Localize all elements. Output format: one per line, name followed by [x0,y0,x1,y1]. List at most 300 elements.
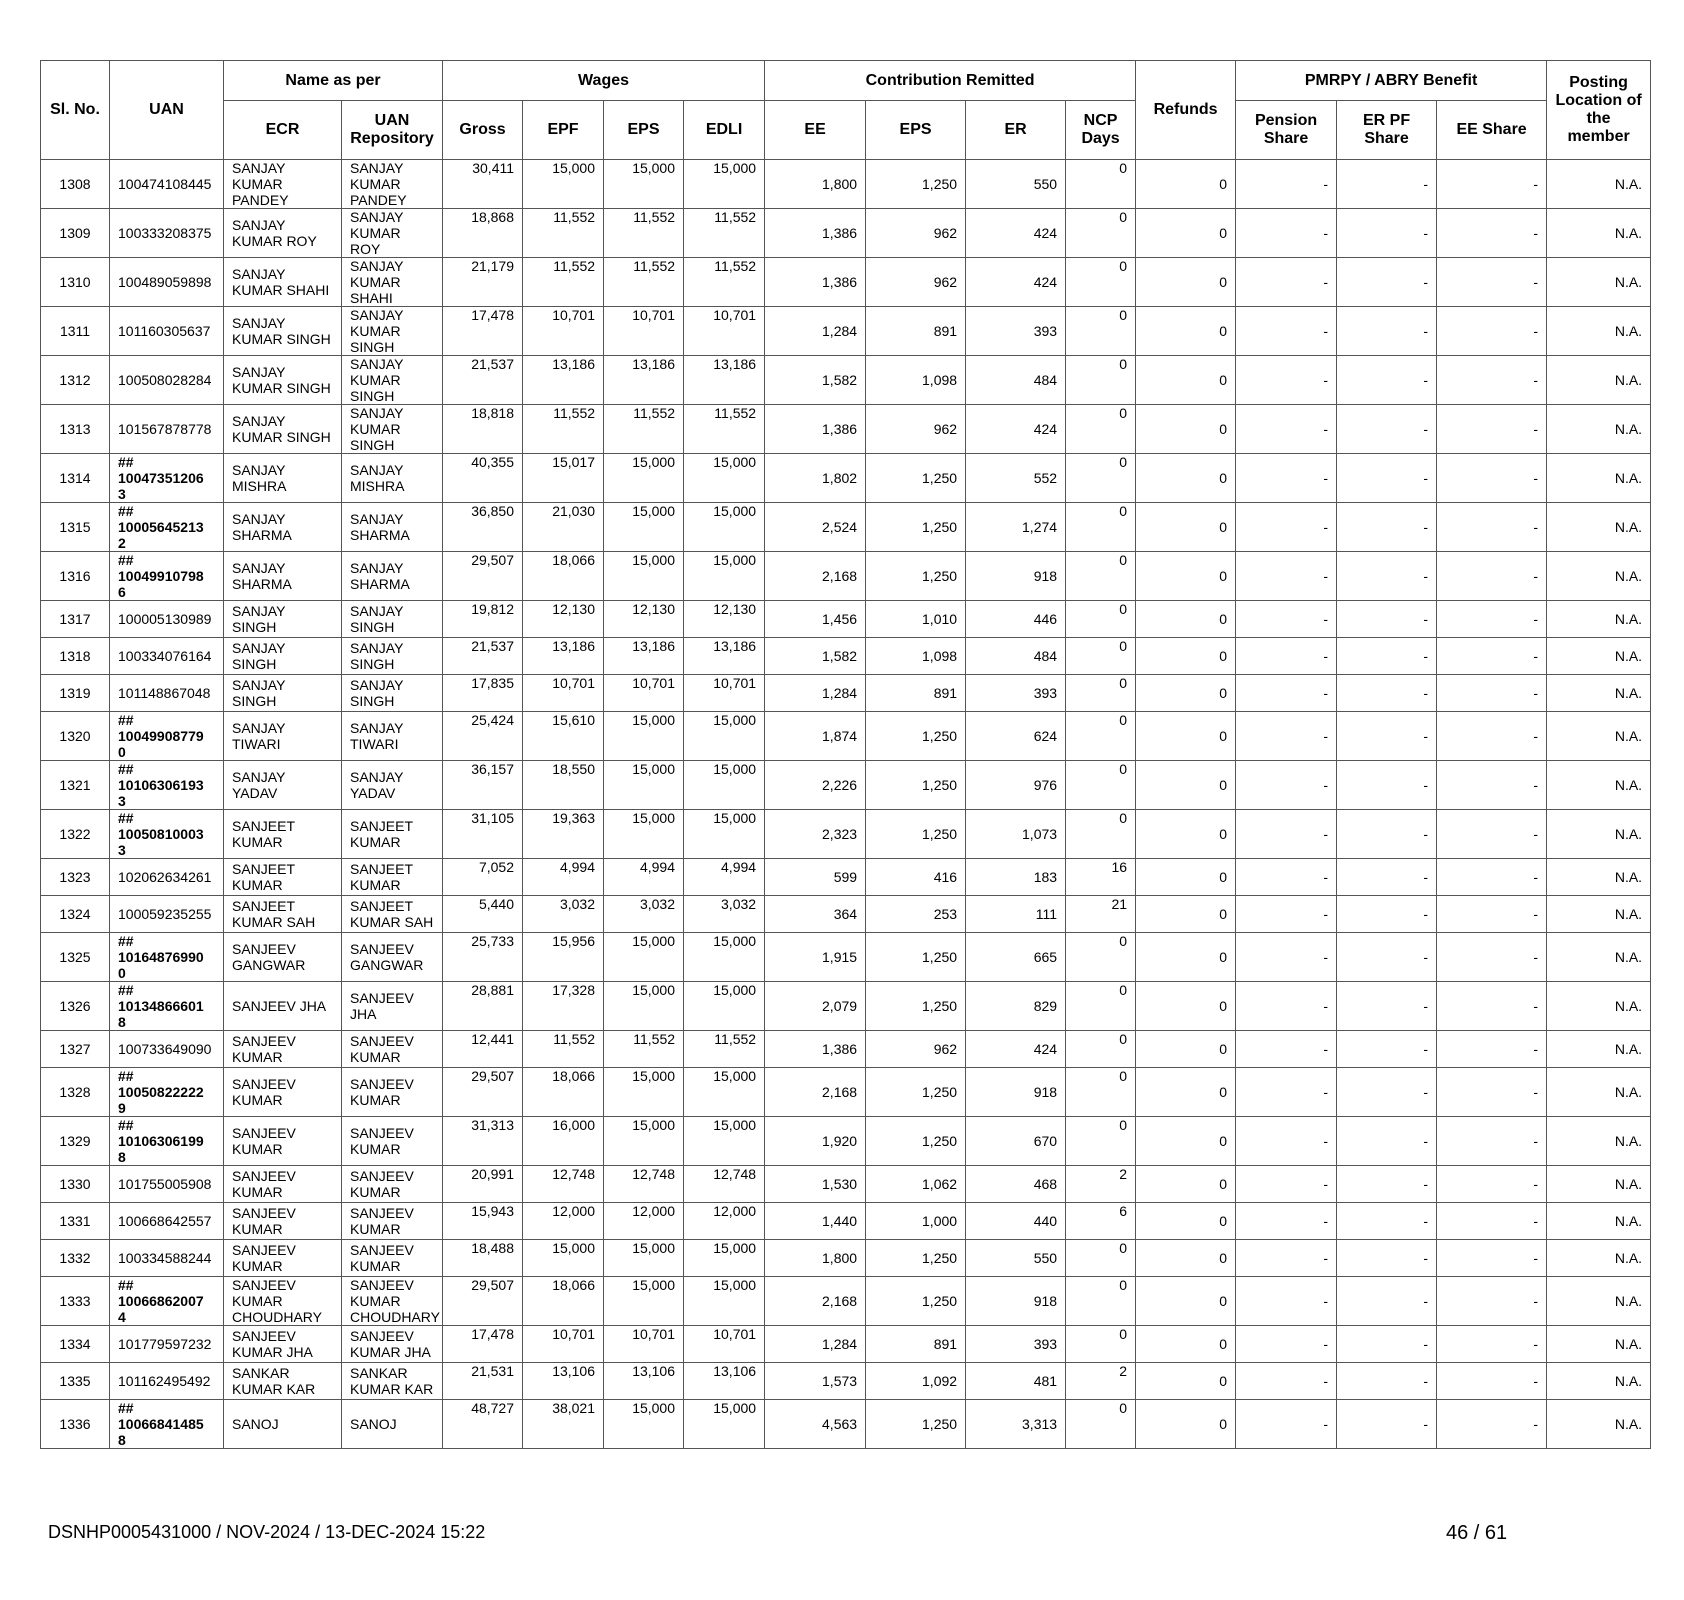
cell-uan: 100474108445 [110,160,224,209]
cell-ecr-name: SANJEEV KUMAR [224,1068,342,1117]
cell-contribution-eps: 1,250 [866,712,966,761]
cell-posting-location: N.A. [1547,209,1651,258]
cell-uan-repository-name: SANJAY SINGH [342,638,443,675]
cell-ee: 1,800 [765,160,866,209]
cell-posting-location: N.A. [1547,601,1651,638]
cell-ee-share: - [1437,503,1547,552]
cell-ee-share: - [1437,1166,1547,1203]
cell-posting-location: N.A. [1547,1277,1651,1326]
cell-uan: 100333208375 [110,209,224,258]
cell-eps: 12,748 [604,1166,684,1203]
cell-ee: 1,284 [765,1326,866,1363]
cell-ecr-name: SANJAY KUMAR PANDEY [224,160,342,209]
cell-epf: 17,328 [523,982,604,1031]
cell-contribution-eps: 1,250 [866,761,966,810]
cell-uan-repository-name: SANJAY KUMAR SINGH [342,356,443,405]
cell-ee: 1,530 [765,1166,866,1203]
cell-gross: 5,440 [443,896,523,933]
cell-sl-no: 1326 [41,982,110,1031]
cell-er-pf-share: - [1337,1166,1437,1203]
cell-pension-share: - [1236,258,1337,307]
cell-refunds: 0 [1136,503,1236,552]
cell-ee-share: - [1437,1068,1547,1117]
cell-epf: 15,017 [523,454,604,503]
cell-edli: 15,000 [684,1068,765,1117]
cell-er: 111 [966,896,1066,933]
cell-ecr-name: SANJEEV KUMAR [224,1240,342,1277]
cell-eps: 15,000 [604,1068,684,1117]
cell-contribution-eps: 1,092 [866,1363,966,1400]
cell-ncp-days: 0 [1066,638,1136,675]
cell-contribution-eps: 1,098 [866,638,966,675]
cell-posting-location: N.A. [1547,982,1651,1031]
cell-er: 624 [966,712,1066,761]
cell-pension-share: - [1236,1031,1337,1068]
cell-uan [110,982,224,1031]
uan-line: 10005645213 [118,519,204,535]
cell-er-pf-share: - [1337,1400,1437,1449]
uan-line: 9 [118,1100,126,1116]
cell-uan-repository-name: SANJAY KUMAR ROY [342,209,443,258]
table-body [41,160,1651,1449]
cell-edli: 10,701 [684,675,765,712]
header-pmrpy-abry: PMRPY / ABRY Benefit [1236,61,1547,101]
cell-contribution-eps: 1,250 [866,982,966,1031]
cell-eps: 15,000 [604,982,684,1031]
cell-edli: 15,000 [684,761,765,810]
cell-contribution-eps: 416 [866,859,966,896]
cell-epf: 12,130 [523,601,604,638]
header-ecr: ECR [224,101,342,160]
cell-ecr-name: SANKAR KUMAR KAR [224,1363,342,1400]
cell-ee: 1,915 [765,933,866,982]
cell-epf: 15,000 [523,160,604,209]
cell-sl-no: 1332 [41,1240,110,1277]
cell-uan: 101160305637 [110,307,224,356]
cell-ee: 1,440 [765,1203,866,1240]
cell-posting-location: N.A. [1547,675,1651,712]
cell-refunds: 0 [1136,1031,1236,1068]
cell-posting-location: N.A. [1547,1203,1651,1240]
cell-gross: 18,488 [443,1240,523,1277]
cell-ncp-days: 0 [1066,712,1136,761]
cell-edli: 4,994 [684,859,765,896]
cell-contribution-eps: 1,250 [866,933,966,982]
cell-er-pf-share: - [1337,1277,1437,1326]
cell-ecr-name: SANJEEV JHA [224,982,342,1031]
header-refunds: Refunds [1136,61,1236,160]
uan-line: 0 [118,965,126,981]
header-edli: EDLI [684,101,765,160]
cell-posting-location: N.A. [1547,1240,1651,1277]
cell-ncp-days: 0 [1066,1400,1136,1449]
cell-er: 424 [966,209,1066,258]
cell-epf: 10,701 [523,1326,604,1363]
cell-uan: 101148867048 [110,675,224,712]
cell-gross: 36,850 [443,503,523,552]
cell-edli: 15,000 [684,1117,765,1166]
cell-eps: 10,701 [604,675,684,712]
cell-contribution-eps: 1,250 [866,1068,966,1117]
cell-uan: 101567878778 [110,405,224,454]
cell-uan [110,1117,224,1166]
cell-uan-repository-name: SANJAY YADAV [342,761,443,810]
cell-er-pf-share: - [1337,638,1437,675]
cell-edli: 13,106 [684,1363,765,1400]
cell-uan: 101779597232 [110,1326,224,1363]
cell-ncp-days: 0 [1066,160,1136,209]
cell-ee: 1,800 [765,1240,866,1277]
cell-ee-share: - [1437,1326,1547,1363]
uan-line: 3 [118,842,126,858]
cell-ee: 1,920 [765,1117,866,1166]
cell-uan-repository-name: SANKAR KUMAR KAR [342,1363,443,1400]
uan-line: ## [118,454,134,470]
cell-epf: 18,550 [523,761,604,810]
cell-er: 393 [966,675,1066,712]
cell-ecr-name: SANJEEV KUMAR [224,1166,342,1203]
cell-posting-location: N.A. [1547,160,1651,209]
cell-sl-no: 1331 [41,1203,110,1240]
cell-uan: 100733649090 [110,1031,224,1068]
cell-eps: 15,000 [604,454,684,503]
cell-er-pf-share: - [1337,761,1437,810]
uan-line: 10050810003 [118,826,204,842]
cell-posting-location: N.A. [1547,1166,1651,1203]
cell-contribution-eps: 1,098 [866,356,966,405]
uan-line: 3 [118,486,126,502]
table-row [41,258,1651,307]
cell-posting-location: N.A. [1547,1117,1651,1166]
cell-contribution-eps: 962 [866,405,966,454]
cell-eps: 13,186 [604,638,684,675]
cell-gross: 31,313 [443,1117,523,1166]
cell-ecr-name: SANJAY KUMAR SINGH [224,405,342,454]
cell-edli: 12,130 [684,601,765,638]
cell-uan: 100489059898 [110,258,224,307]
cell-ncp-days: 0 [1066,982,1136,1031]
table-row [41,675,1651,712]
cell-uan [110,933,224,982]
cell-uan-repository-name: SANJEEV KUMAR [342,1068,443,1117]
ecr-contribution-table [40,60,1651,1449]
cell-epf: 15,000 [523,1240,604,1277]
cell-posting-location: N.A. [1547,761,1651,810]
cell-ee: 2,524 [765,503,866,552]
cell-uan: 100668642557 [110,1203,224,1240]
cell-contribution-eps: 1,250 [866,552,966,601]
cell-ee-share: - [1437,405,1547,454]
cell-pension-share: - [1236,1277,1337,1326]
cell-uan-repository-name: SANJEEV KUMAR [342,1166,443,1203]
cell-epf: 13,186 [523,638,604,675]
cell-eps: 15,000 [604,160,684,209]
cell-eps: 12,000 [604,1203,684,1240]
cell-ecr-name: SANJEET KUMAR SAH [224,896,342,933]
table-row [41,160,1651,209]
cell-ncp-days: 0 [1066,675,1136,712]
cell-epf: 10,701 [523,675,604,712]
cell-ee: 599 [765,859,866,896]
cell-uan-repository-name: SANJEEV KUMAR [342,1240,443,1277]
cell-uan: 100334588244 [110,1240,224,1277]
cell-epf: 12,748 [523,1166,604,1203]
cell-ee-share: - [1437,1240,1547,1277]
cell-epf: 21,030 [523,503,604,552]
cell-er: 976 [966,761,1066,810]
cell-sl-no: 1330 [41,1166,110,1203]
header-ncp-days: NCP Days [1066,101,1136,160]
cell-sl-no: 1316 [41,552,110,601]
cell-refunds: 0 [1136,933,1236,982]
cell-er: 550 [966,1240,1066,1277]
cell-epf: 19,363 [523,810,604,859]
header-name-as-per: Name as per [224,61,443,101]
cell-ncp-days: 0 [1066,761,1136,810]
table-row [41,1068,1651,1117]
cell-ecr-name: SANJEEV KUMAR [224,1117,342,1166]
cell-ecr-name: SANJEET KUMAR [224,810,342,859]
cell-posting-location: N.A. [1547,712,1651,761]
cell-contribution-eps: 891 [866,1326,966,1363]
cell-posting-location: N.A. [1547,307,1651,356]
cell-gross: 17,478 [443,1326,523,1363]
uan-line: ## [118,503,134,519]
cell-eps: 15,000 [604,552,684,601]
cell-er: 1,274 [966,503,1066,552]
cell-eps: 11,552 [604,258,684,307]
cell-contribution-eps: 962 [866,258,966,307]
cell-epf: 11,552 [523,405,604,454]
cell-edli: 10,701 [684,1326,765,1363]
cell-sl-no: 1309 [41,209,110,258]
cell-epf: 12,000 [523,1203,604,1240]
cell-ee-share: - [1437,1363,1547,1400]
cell-refunds: 0 [1136,761,1236,810]
cell-refunds: 0 [1136,1068,1236,1117]
header-epf: EPF [523,101,604,160]
cell-er-pf-share: - [1337,1363,1437,1400]
table-row [41,307,1651,356]
cell-epf: 10,701 [523,307,604,356]
cell-gross: 18,818 [443,405,523,454]
uan-line: ## [118,1400,134,1416]
cell-ee: 1,386 [765,258,866,307]
cell-ee-share: - [1437,356,1547,405]
table-row [41,1031,1651,1068]
cell-pension-share: - [1236,356,1337,405]
cell-uan-repository-name: SANJEEV KUMAR [342,1203,443,1240]
cell-pension-share: - [1236,638,1337,675]
cell-edli: 12,748 [684,1166,765,1203]
cell-refunds: 0 [1136,675,1236,712]
cell-pension-share: - [1236,503,1337,552]
cell-sl-no: 1334 [41,1326,110,1363]
cell-pension-share: - [1236,1166,1337,1203]
header-pension-share: Pension Share [1236,101,1337,160]
cell-contribution-eps: 1,250 [866,1277,966,1326]
cell-uan-repository-name: SANJAY SHARMA [342,503,443,552]
cell-edli: 15,000 [684,810,765,859]
cell-er: 670 [966,1117,1066,1166]
cell-ee-share: - [1437,209,1547,258]
cell-eps: 15,000 [604,1117,684,1166]
cell-refunds: 0 [1136,712,1236,761]
cell-pension-share: - [1236,601,1337,638]
cell-gross: 21,537 [443,638,523,675]
cell-ecr-name: SANOJ [224,1400,342,1449]
cell-eps: 13,186 [604,356,684,405]
cell-pension-share: - [1236,307,1337,356]
cell-epf: 18,066 [523,1068,604,1117]
cell-ecr-name: SANJAY KUMAR SHAHI [224,258,342,307]
cell-posting-location: N.A. [1547,405,1651,454]
cell-er-pf-share: - [1337,1068,1437,1117]
cell-sl-no: 1317 [41,601,110,638]
cell-er-pf-share: - [1337,810,1437,859]
cell-gross: 31,105 [443,810,523,859]
cell-er-pf-share: - [1337,1203,1437,1240]
cell-uan: 100508028284 [110,356,224,405]
cell-gross: 18,868 [443,209,523,258]
cell-posting-location: N.A. [1547,356,1651,405]
cell-contribution-eps: 1,062 [866,1166,966,1203]
uan-line: 10050822222 [118,1084,204,1100]
cell-pension-share: - [1236,933,1337,982]
cell-er: 393 [966,1326,1066,1363]
cell-ncp-days: 0 [1066,552,1136,601]
cell-edli: 15,000 [684,1240,765,1277]
footer-reference: DSNHP0005431000 / NOV-2024 / 13-DEC-2024 15:22 [48,1522,486,1542]
cell-uan [110,1277,224,1326]
cell-ee: 1,802 [765,454,866,503]
table-row [41,1166,1651,1203]
uan-line: ## [118,933,134,949]
cell-pension-share: - [1236,896,1337,933]
cell-ncp-days: 0 [1066,1277,1136,1326]
cell-pension-share: - [1236,1363,1337,1400]
cell-pension-share: - [1236,859,1337,896]
uan-line: ## [118,810,134,826]
cell-gross: 48,727 [443,1400,523,1449]
cell-eps: 3,032 [604,896,684,933]
uan-line: 10134866601 [118,998,204,1014]
table-row [41,933,1651,982]
cell-edli: 15,000 [684,454,765,503]
cell-er: 424 [966,258,1066,307]
cell-sl-no: 1327 [41,1031,110,1068]
cell-refunds: 0 [1136,601,1236,638]
cell-sl-no: 1311 [41,307,110,356]
cell-er-pf-share: - [1337,859,1437,896]
cell-contribution-eps: 253 [866,896,966,933]
cell-gross: 21,531 [443,1363,523,1400]
cell-er: 440 [966,1203,1066,1240]
table-row [41,712,1651,761]
cell-ncp-days: 0 [1066,454,1136,503]
cell-uan-repository-name: SANJAY MISHRA [342,454,443,503]
cell-er: 918 [966,1277,1066,1326]
cell-edli: 15,000 [684,160,765,209]
cell-ecr-name: SANJEET KUMAR [224,859,342,896]
table-row [41,1326,1651,1363]
cell-eps: 13,106 [604,1363,684,1400]
cell-gross: 17,478 [443,307,523,356]
cell-epf: 4,994 [523,859,604,896]
cell-sl-no: 1320 [41,712,110,761]
uan-line: 8 [118,1014,126,1030]
cell-er: 550 [966,160,1066,209]
cell-ee: 364 [765,896,866,933]
cell-ecr-name: SANJEEV KUMAR JHA [224,1326,342,1363]
cell-ee-share: - [1437,1117,1547,1166]
cell-posting-location: N.A. [1547,859,1651,896]
cell-refunds: 0 [1136,1277,1236,1326]
cell-uan [110,810,224,859]
cell-ncp-days: 0 [1066,1031,1136,1068]
cell-ncp-days: 0 [1066,933,1136,982]
cell-er: 183 [966,859,1066,896]
cell-er-pf-share: - [1337,601,1437,638]
cell-ecr-name: SANJAY SHARMA [224,552,342,601]
cell-eps: 15,000 [604,503,684,552]
cell-er-pf-share: - [1337,1031,1437,1068]
cell-ncp-days: 2 [1066,1166,1136,1203]
cell-er: 446 [966,601,1066,638]
cell-epf: 11,552 [523,258,604,307]
table-row [41,638,1651,675]
cell-sl-no: 1322 [41,810,110,859]
cell-uan-repository-name: SANJAY SINGH [342,675,443,712]
header-contribution-eps: EPS [866,101,966,160]
cell-er: 829 [966,982,1066,1031]
cell-uan [110,761,224,810]
cell-posting-location: N.A. [1547,552,1651,601]
cell-epf: 38,021 [523,1400,604,1449]
cell-eps: 10,701 [604,307,684,356]
cell-ecr-name: SANJAY SINGH [224,638,342,675]
cell-ee: 2,168 [765,1277,866,1326]
cell-sl-no: 1333 [41,1277,110,1326]
cell-uan [110,454,224,503]
cell-ee-share: - [1437,761,1547,810]
uan-line: 10049908779 [118,728,204,744]
cell-edli: 11,552 [684,405,765,454]
cell-ee: 2,168 [765,552,866,601]
uan-line: 10106306199 [118,1133,204,1149]
cell-ee-share: - [1437,712,1547,761]
table-row [41,1203,1651,1240]
cell-contribution-eps: 1,250 [866,810,966,859]
cell-ncp-days: 0 [1066,405,1136,454]
cell-uan [110,503,224,552]
header-wages: Wages [443,61,765,101]
cell-uan-repository-name: SANJAY TIWARI [342,712,443,761]
cell-eps: 11,552 [604,209,684,258]
cell-contribution-eps: 891 [866,675,966,712]
cell-epf: 3,032 [523,896,604,933]
cell-gross: 20,991 [443,1166,523,1203]
cell-sl-no: 1314 [41,454,110,503]
cell-uan: 102062634261 [110,859,224,896]
cell-gross: 12,441 [443,1031,523,1068]
table-row [41,1117,1651,1166]
uan-line: ## [118,761,134,777]
cell-eps: 11,552 [604,405,684,454]
cell-ee-share: - [1437,307,1547,356]
cell-er-pf-share: - [1337,1240,1437,1277]
cell-pension-share: - [1236,1326,1337,1363]
